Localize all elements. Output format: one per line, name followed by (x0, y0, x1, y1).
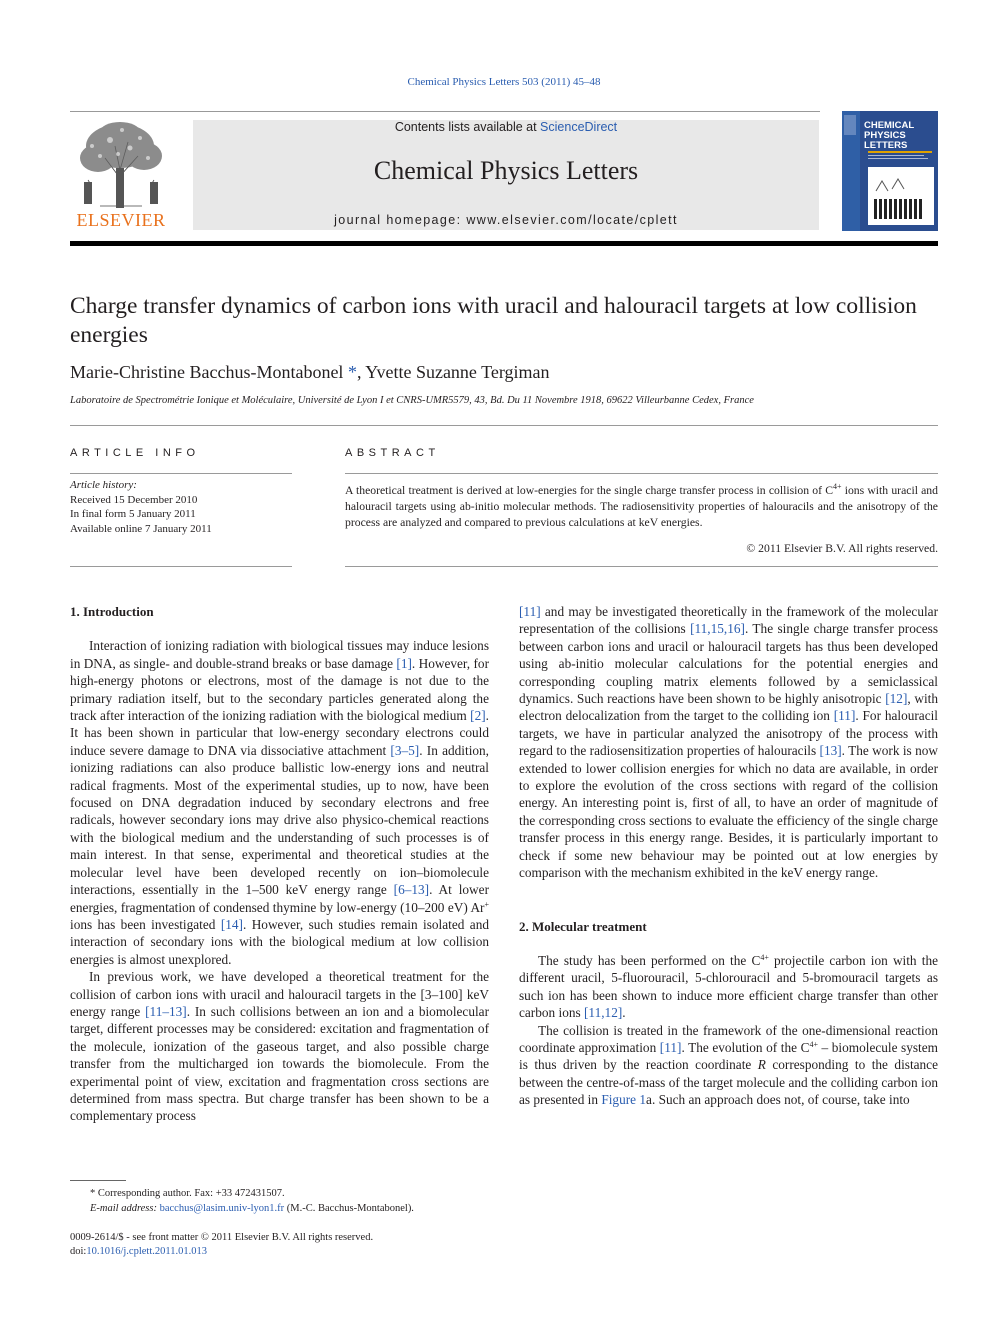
body-column-left (70, 603, 489, 1125)
issn-line: 0009-2614/$ - see front matter © 2011 Elsevier B.V. All rights reserved. (70, 1232, 374, 1243)
abstract-part-b: ions with uracil and halouracil targets using ab-initio molecular methods. The radiosensitivity properties of halouracils and the anisotropy of the process are analyzed and compared to previous calculations at keV energies. (345, 483, 938, 529)
ref-14-link[interactable]: [14] (220, 916, 243, 932)
final-form-date: In final form 5 January 2011 (70, 508, 196, 520)
ref-3-5-link[interactable]: [3–5] (390, 742, 420, 758)
abstract-copyright: © 2011 Elsevier B.V. All rights reserved. (746, 542, 938, 555)
footnotes (70, 1186, 489, 1216)
email-note: E-mail address: bacchus@lasim.univ-lyon1.fr (M.-C. Bacchus-Montabonel). (90, 1203, 414, 1214)
ref-1-link[interactable]: [1] (396, 655, 412, 671)
intro-paragraph-1: Interaction of ionizing radiation with biological tissues may induce lesions in DNA, as single- and double-strand breaks or base damage [1]. However, for high-energy photons or electrons, most of the damage is not due to the primary radiation itself, but to the secondary particles generated along the track after interaction of the ionizing radiation with the biological medium [2]. It has been shown in particular that low-energy secondary electrons could induce severe damage to DNA via dissociative attachment [3–5]. In addition, ionizing radiations can also produce ballistic low-energy ions and neutral radical fragments. Most of the experimental studies, up to now, have been focused on DNA degradation induced by secondary electrons and free radicals, however secondary ions may drive also physico-chemical reactions with the biological medium and the understanding of such processes is of main interest. In that sense, experimental and theoretical studies at the molecular level have been developed recently on ion–biomolecule interactions, essentially in the 1–500 keV energy range [6–13]. At lower energies, fragmentation of condensed thymine by low-energy (10–200 eV) Ar+ ions has been investigated [14]. However, such studies remain isolated and interaction of secondary ions with the biological medium at low collision energies is almost unexplored. (70, 638, 490, 967)
abstract-rule (345, 473, 938, 474)
body-column-right (519, 603, 938, 1222)
contents-prefix: Contents lists available at (394, 120, 541, 134)
ref-13-link[interactable]: [13] (819, 743, 842, 759)
article-info-heading: ARTICLE INFO (70, 447, 200, 459)
section-2-heading: 2. Molecular treatment (519, 918, 647, 934)
journal-cover-thumbnail[interactable] (842, 111, 938, 231)
ref-11-13-link[interactable]: [11–13] (145, 1003, 187, 1019)
email-link[interactable]: bacchus@lasim.univ-lyon1.fr (159, 1203, 285, 1214)
ref-11-12-link[interactable]: [11,12] (584, 1005, 623, 1021)
abstract-heading: ABSTRACT (345, 447, 440, 459)
ref-6-13-link[interactable]: [6–13] (393, 882, 430, 898)
online-date: Available online 7 January 2011 (70, 522, 212, 535)
corresponding-author-marker[interactable]: * (347, 362, 357, 382)
doi-line: doi:10.1016/j.cplett.2011.01.013 (70, 1246, 207, 1257)
abstract-charge-sup: 4+ (833, 482, 842, 491)
affiliation: Laboratoire de Spectrométrie Ionique et Moléculaire, Université de Lyon I et CNRS-UMR5579, 43, Bd. Du 11 Novembre 1918, 69622 Villeurbanne Cedex, France (70, 395, 754, 406)
molecular-paragraph-1: The study has been performed on the $C^{4+}$ projectile carbon ion with the different uracil, 5-fluorouracil, 5-chlorouracil and 5-bromouracil targets as such ion has been shown to induce more efficient charge transfer than other carbon ions [11,12]. (519, 952, 938, 1021)
journal-citation[interactable]: Chemical Physics Letters 503 (2011) 45–48 (407, 76, 601, 88)
bottom-meta (70, 1231, 489, 1259)
corresponding-author-note: * Corresponding author. Fax: +33 472431507. (90, 1188, 285, 1199)
header-top-rule (70, 111, 820, 112)
ref-2-link[interactable]: [2] (470, 708, 486, 724)
intro-paragraph-2-cont: [11] and may be investigated theoretically in the framework of the molecular representation of the collisions [11,15,16]. The single charge transfer process between carbon ions and uracil or halouracil targets has thus been developed using ab-initio molecular calculations for the potential energies and corresponding coupling matrix elements followed by a semiclassical dynamics. Such reactions have been shown to be highly anisotropic [12], with electron delocalization from the target to the colliding ion [11]. For halouracil targets, we have in particular analyzed the anisotropy of the process with regard to the radiosensitization properties of halouracils [13]. The work is now extended to lower collision energies for which no data are available, in order to explore the evolution of the cross sections with regard of the collision energy. An interesting point is, first of all, to have an order of magnitude of the corresponding cross sections to evaluate the efficiency of the single charge transfer process in this energy range. Besides, it is particularly important to check if some new behaviour may be pointed out at low energies by comparison with the mechanism exhibited in the keV energy range. (519, 604, 938, 881)
article-info-rule (70, 473, 292, 474)
reaction-coordinate-symbol: R (757, 1057, 766, 1073)
author-1[interactable]: Marie-Christine Bacchus-Montabonel (70, 362, 348, 382)
cover-title: CHEMICAL PHYSICS LETTERS (864, 120, 914, 151)
charge-sup: 4+ (809, 1039, 818, 1049)
ref-12-link[interactable]: [12] (885, 691, 908, 707)
footnote-rule (70, 1180, 126, 1181)
publisher-name[interactable]: ELSEVIER (76, 210, 166, 230)
molecular-paragraph-2: The collision is treated in the framework of the one-dimensional reaction coordinate approximation [11]. The evolution of the $C^{4+}$ – biomolecule system is thus driven by the reaction coordinate R corresponding to the distance between the centre-of-mass of the target molecule and the colliding carbon ion as presented in Figure 1a. Such an approach does not, of course, take into (519, 1022, 938, 1108)
abstract-part-a: A theoretical treatment is derived at low-energies for the single charge transfer process in collision of C (345, 483, 833, 497)
ref-11-15-16-link[interactable]: [11,15,16] (690, 621, 745, 637)
journal-title: Chemical Physics Letters (373, 156, 639, 185)
abstract-text (345, 479, 938, 531)
doi-link[interactable]: 10.1016/j.cplett.2011.01.013 (86, 1246, 207, 1257)
abstract-bottom-rule (345, 566, 938, 567)
charge-sup: 4+ (760, 952, 769, 962)
article-history (70, 478, 290, 536)
section-1-heading: 1. Introduction (70, 604, 154, 619)
article-info-bottom-rule (70, 566, 292, 567)
history-label: Article history: (70, 479, 137, 491)
ref-11-link[interactable]: [11] (659, 1039, 682, 1055)
ref-11-link[interactable]: [11] (833, 708, 856, 724)
author-2[interactable]: , Yvette Suzanne Tergiman (356, 362, 550, 382)
journal-homepage[interactable]: journal homepage: www.elsevier.com/locate/cplett (334, 213, 678, 227)
affiliation-rule (70, 425, 938, 426)
intro-paragraph-2: In previous work, we have developed a theoretical treatment for the collision of carbon ions with uracil and halouracil targets in the [3–100] keV energy range [11–13]. In such collisions between an ion and a biomolecular target, different processes may be considered: excitation and fragmentation of the molecule, ionization of the gaseous target, and also possible charge transfer from the multicharged ion towards the biomolecule. From the experimental point of view, excitation and fragmentation cross sections are determined from mass spectra. But charge transfer has been shown to be a complementary process (70, 969, 489, 1124)
article-title: Charge transfer dynamics of carbon ions with uracil and halouracil targets at low collision energies (70, 293, 917, 348)
figure-1-link[interactable]: Figure 1 (601, 1092, 647, 1108)
contents-availability-line (193, 120, 819, 134)
received-date: Received 15 December 2010 (70, 493, 198, 506)
header-thick-rule (70, 241, 938, 246)
sciencedirect-link[interactable]: ScienceDirect (540, 120, 618, 134)
ref-11-link[interactable]: [11] (519, 604, 541, 619)
author-list (70, 362, 930, 383)
